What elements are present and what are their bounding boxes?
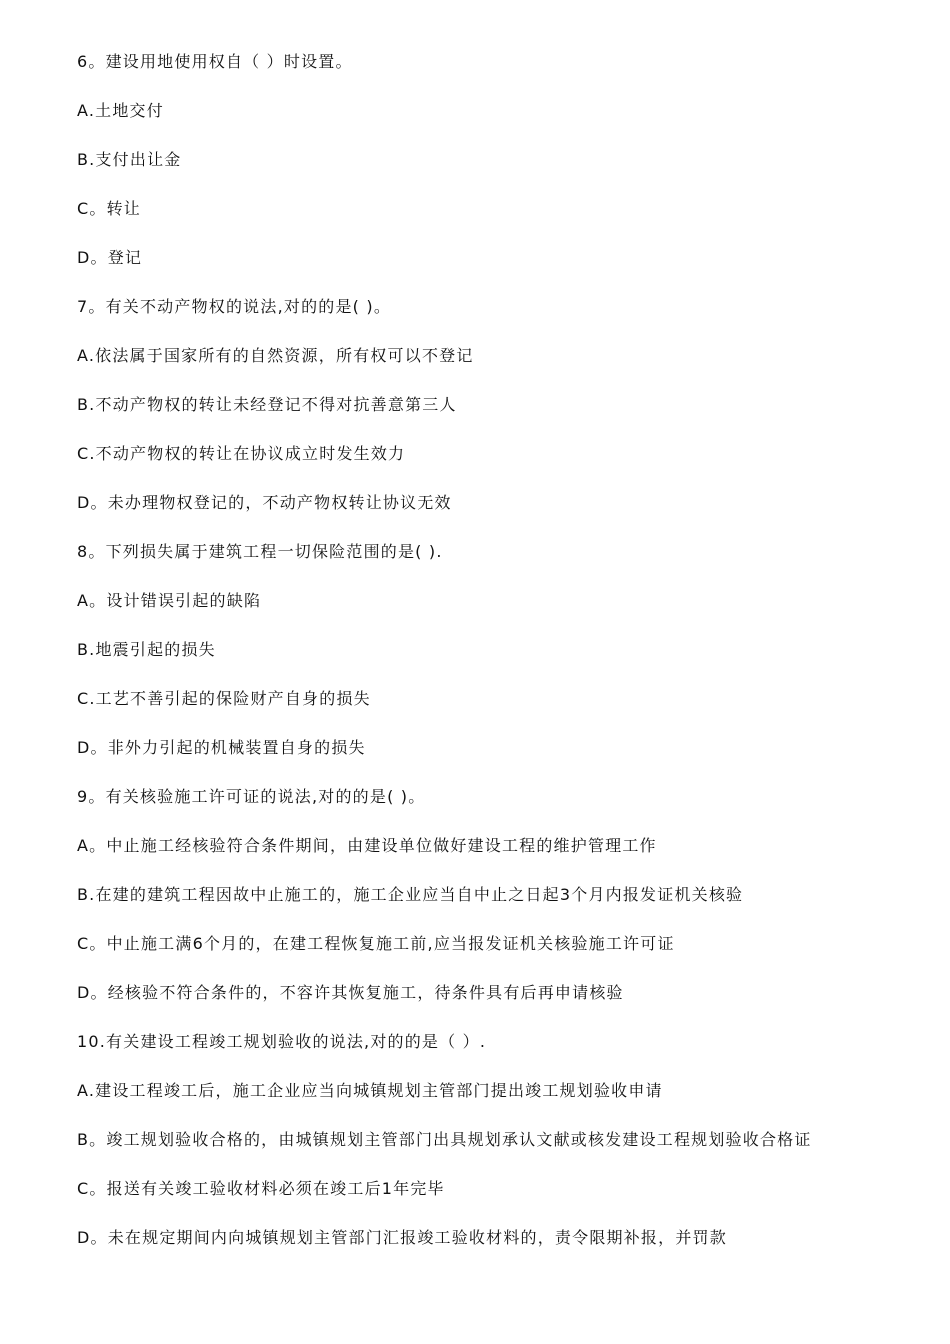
option-c: C.不动产物权的转让在协议成立时发生效力 bbox=[77, 444, 406, 463]
option-a: A.土地交付 bbox=[77, 101, 164, 120]
option-a: A。设计错误引起的缺陷 bbox=[77, 591, 262, 610]
option-d: D。经核验不符合条件的，不容许其恢复施工，待条件具有后再申请核验 bbox=[77, 983, 624, 1002]
question-stem: 7。有关不动产物权的说法,对的的是( )。 bbox=[77, 297, 392, 316]
question-7 bbox=[77, 293, 927, 538]
option-d: D。未办理物权登记的，不动产物权转让协议无效 bbox=[77, 493, 452, 512]
option-a: A.建设工程竣工后，施工企业应当向城镇规划主管部门提出竣工规划验收申请 bbox=[77, 1081, 663, 1100]
option-a: A.依法属于国家所有的自然资源，所有权可以不登记 bbox=[77, 346, 474, 365]
option-b: B.在建的建筑工程因故中止施工的，施工企业应当自中止之日起3个月内报发证机关核验 bbox=[77, 885, 744, 904]
option-b: B.支付出让金 bbox=[77, 150, 182, 169]
question-stem: 8。下列损失属于建筑工程一切保险范围的是( ). bbox=[77, 542, 443, 561]
question-10 bbox=[77, 1028, 927, 1273]
option-d: D。非外力引起的机械装置自身的损失 bbox=[77, 738, 366, 757]
question-stem: 6。建设用地使用权自（ ）时设置。 bbox=[77, 52, 353, 71]
document-page bbox=[77, 48, 927, 1273]
option-c: C。报送有关竣工验收材料必须在竣工后1年完毕 bbox=[77, 1179, 445, 1198]
option-a: A。中止施工经核验符合条件期间，由建设单位做好建设工程的维护管理工作 bbox=[77, 836, 657, 855]
question-stem: 9。有关核验施工许可证的说法,对的的是( )。 bbox=[77, 787, 426, 806]
option-d: D。登记 bbox=[77, 248, 143, 267]
option-c: C。转让 bbox=[77, 199, 141, 218]
question-6 bbox=[77, 48, 927, 293]
question-stem: 10.有关建设工程竣工规划验收的说法,对的的是（ ）. bbox=[77, 1032, 487, 1051]
question-9 bbox=[77, 783, 927, 1028]
option-b: B.不动产物权的转让未经登记不得对抗善意第三人 bbox=[77, 395, 457, 414]
option-b: B.地震引起的损失 bbox=[77, 640, 216, 659]
question-8 bbox=[77, 538, 927, 783]
option-c: C。中止施工满6个月的，在建工程恢复施工前,应当报发证机关核验施工许可证 bbox=[77, 934, 675, 953]
option-d: D。未在规定期间内向城镇规划主管部门汇报竣工验收材料的，责令限期补报，并罚款 bbox=[77, 1228, 727, 1247]
option-c: C.工艺不善引起的保险财产自身的损失 bbox=[77, 689, 371, 708]
option-b: B。竣工规划验收合格的，由城镇规划主管部门出具规划承认文献或核发建设工程规划验收合格证 bbox=[77, 1130, 812, 1149]
